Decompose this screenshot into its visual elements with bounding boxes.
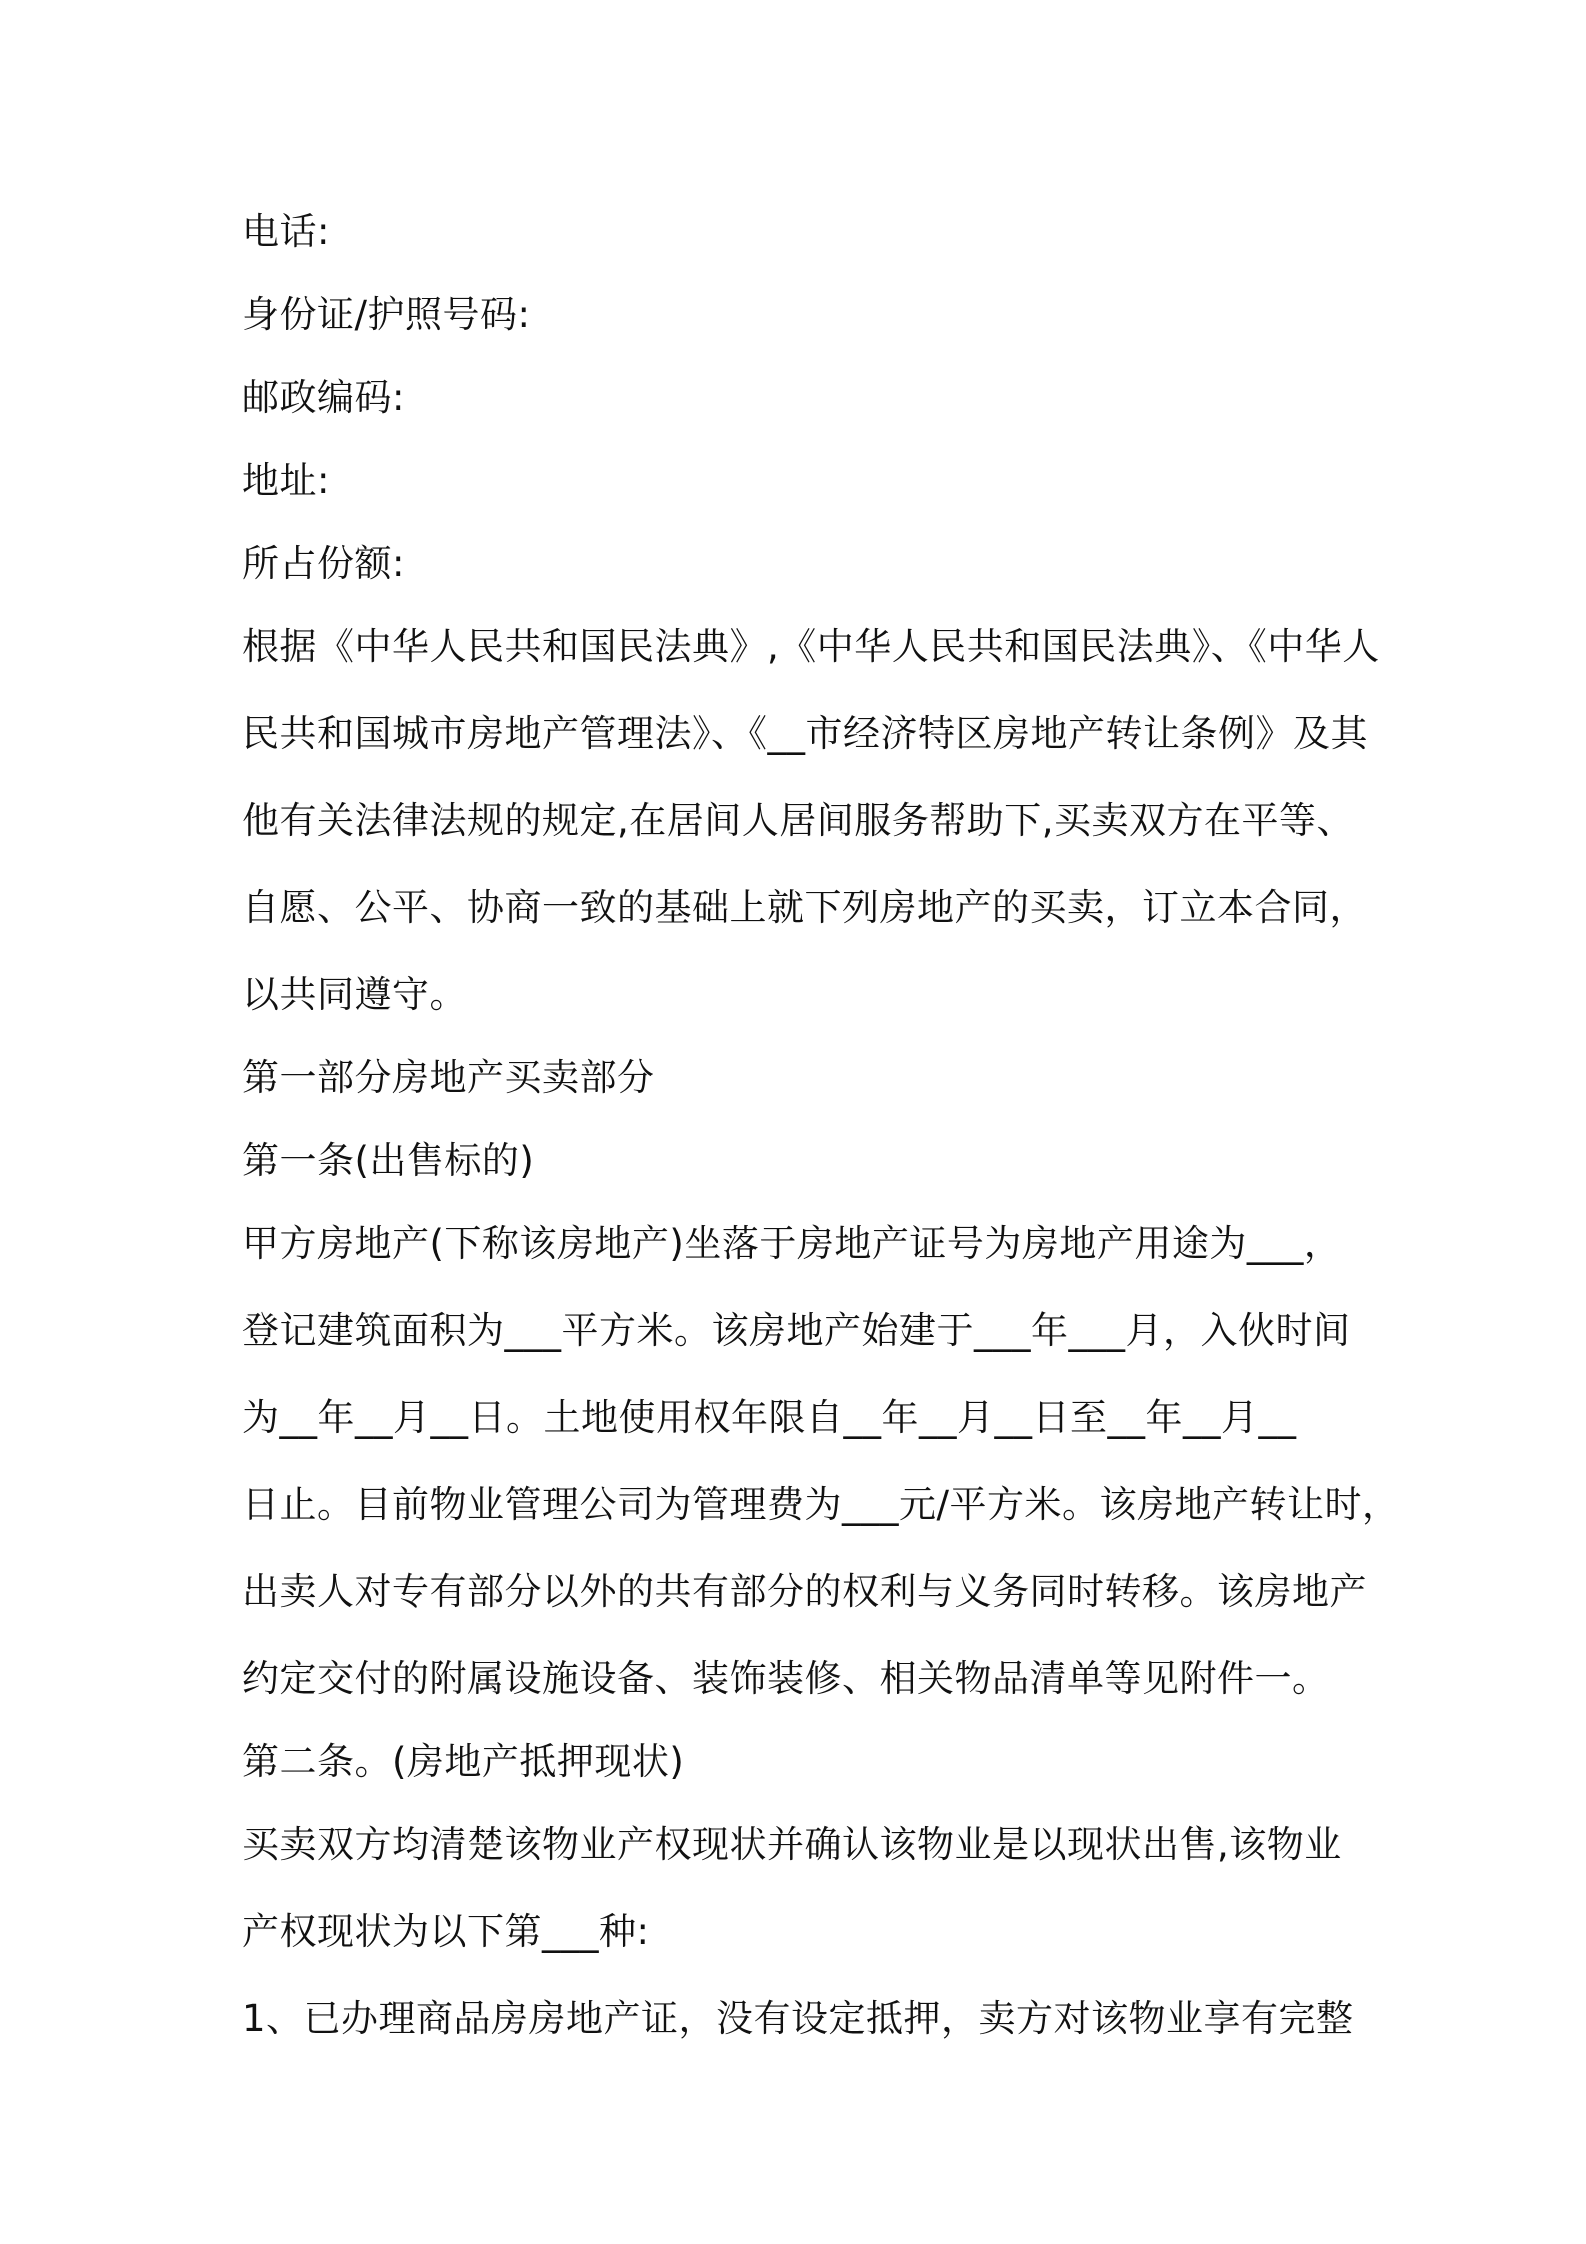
article-one-line-4: 日止。目前物业管理公司为管理费为___元/平方米。该房地产转让时，	[242, 1483, 1400, 1526]
article-two-line-2: 产权现状为以下第___种:	[242, 1910, 650, 1953]
preamble-line-5: 以共同遵守。	[242, 973, 467, 1016]
article-one-line-1: 甲方房地产(下称该房地产)坐落于房地产证号为房地产用途为___，	[242, 1222, 1342, 1265]
preamble-line-2: 民共和国城市房地产管理法》、《__市经济特区房地产转让条例》及其	[242, 712, 1368, 755]
share-field-label: 所占份额:	[242, 542, 405, 585]
part-one-heading: 第一部分房地产买卖部分	[242, 1056, 655, 1099]
preamble-line-1: 根据《中华人民共和国民法典》,《中华人民共和国民法典》、《中华人	[242, 625, 1380, 668]
address-field-label: 地址:	[242, 459, 330, 502]
phone-field-label: 电话:	[242, 210, 330, 253]
preamble-line-3: 他有关法律法规的规定,在居间人居间服务帮助下,买卖双方在平等、	[242, 799, 1355, 842]
article-two-item-1: 1、已办理商品房房地产证，没有设定抵押，卖方对该物业享有完整	[242, 1997, 1354, 2040]
article-one-heading: 第一条(出售标的)	[242, 1139, 535, 1182]
document-body	[242, 190, 1400, 2064]
postal-code-field-label: 邮政编码:	[242, 376, 405, 419]
id-passport-field-label: 身份证/护照号码:	[242, 293, 531, 336]
article-one-line-2: 登记建筑面积为___平方米。该房地产始建于___年___月，入伙时间	[242, 1309, 1351, 1352]
article-two-heading: 第二条。(房地产抵押现状)	[242, 1740, 685, 1783]
article-one-line-3: 为__年__月__日。土地使用权年限自__年__月__日至__年__月__	[242, 1396, 1297, 1439]
preamble-line-4: 自愿、公平、协商一致的基础上就下列房地产的买卖，订立本合同，	[242, 886, 1367, 929]
article-one-line-5: 出卖人对专有部分以外的共有部分的权利与义务同时转移。该房地产	[242, 1570, 1367, 1613]
article-one-line-6: 约定交付的附属设施设备、装饰装修、相关物品清单等见附件一。	[242, 1657, 1330, 1700]
article-two-line-1: 买卖双方均清楚该物业产权现状并确认该物业是以现状出售,该物业	[242, 1823, 1342, 1866]
